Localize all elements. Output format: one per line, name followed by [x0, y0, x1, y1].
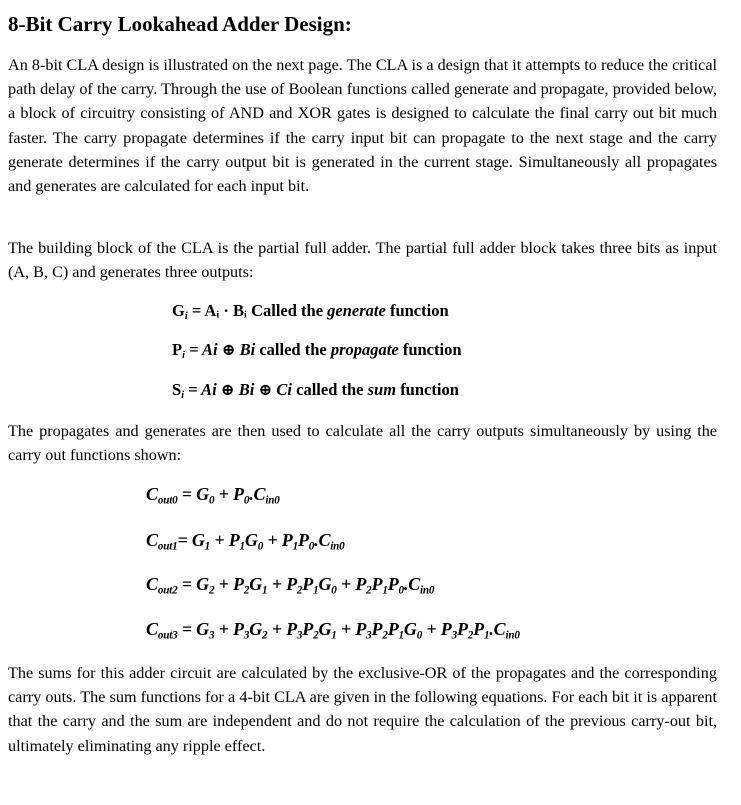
- carry-out-0-equation: $C_{out0} = G_0 + P_0.C_{in0}$: [146, 484, 280, 507]
- page-title: 8-Bit Carry Lookahead Adder Design:: [8, 12, 352, 36]
- building-block-paragraph: The building block of the CLA is the partial full adder. The partial full adder block takes three bits as input (A, B, C) and generates three outputs:: [8, 239, 717, 282]
- carry-intro-paragraph: The propagates and generates are then used to calculate all the carry outputs simultaneously by using the carry out functions shown:: [8, 422, 717, 465]
- sum-function-equation: $S_i = Ai$ ⊕ Bi ⊕ Ci called the sum function: [172, 380, 459, 402]
- generate-function-equation: $G_i$ = Aᵢ · Bᵢ Called the generate function: [172, 301, 449, 323]
- intro-paragraph: An 8-bit CLA design is illustrated on the next page. The CLA is a design that it attempts to reduce the critical path delay of the carry. Through the use of Boolean functions called generate and propagate, provided below, a block of circuitry consisting of AND and XOR gates is designed to calculate the final carry out bit much faster. The carry propagate determines if the carry input bit can propagate to the next stage and the carry generate determines if the carry output bit is generated in the current stage. Simultaneously all propagates and generates are calculated for each input bit.: [8, 56, 717, 196]
- carry-out-3-equation: $C_{out3} = G_3 + P_3G_2 + P_3P_2G_1 + P_3P_2P_1G_0 + P_3P_2P_1.C_{in0}$: [146, 619, 520, 642]
- carry-out-1-equation: $C_{out1}= G_1 + P_1G_0 + P_1P_0.C_{in0}$: [146, 530, 345, 553]
- propagate-function-equation: $P_i = Ai$ ⊕ Bi called the propagate function: [172, 340, 462, 362]
- carry-out-2-equation: $C_{out2} = G_2 + P_2G_1 + P_2P_1G_0 + P_2P_1P_0.C_{in0}$: [146, 574, 435, 597]
- sum-functions-paragraph: The sums for this adder circuit are calculated by the exclusive-OR of the propagates and the corresponding carry outs. The sum functions for a 4-bit CLA are given in the following equations. For each bit it is apparent that the carry and the sum are independent and do not require the calculation of the previous carry-out bit, ultimately eliminating any ripple effect.: [8, 664, 717, 755]
